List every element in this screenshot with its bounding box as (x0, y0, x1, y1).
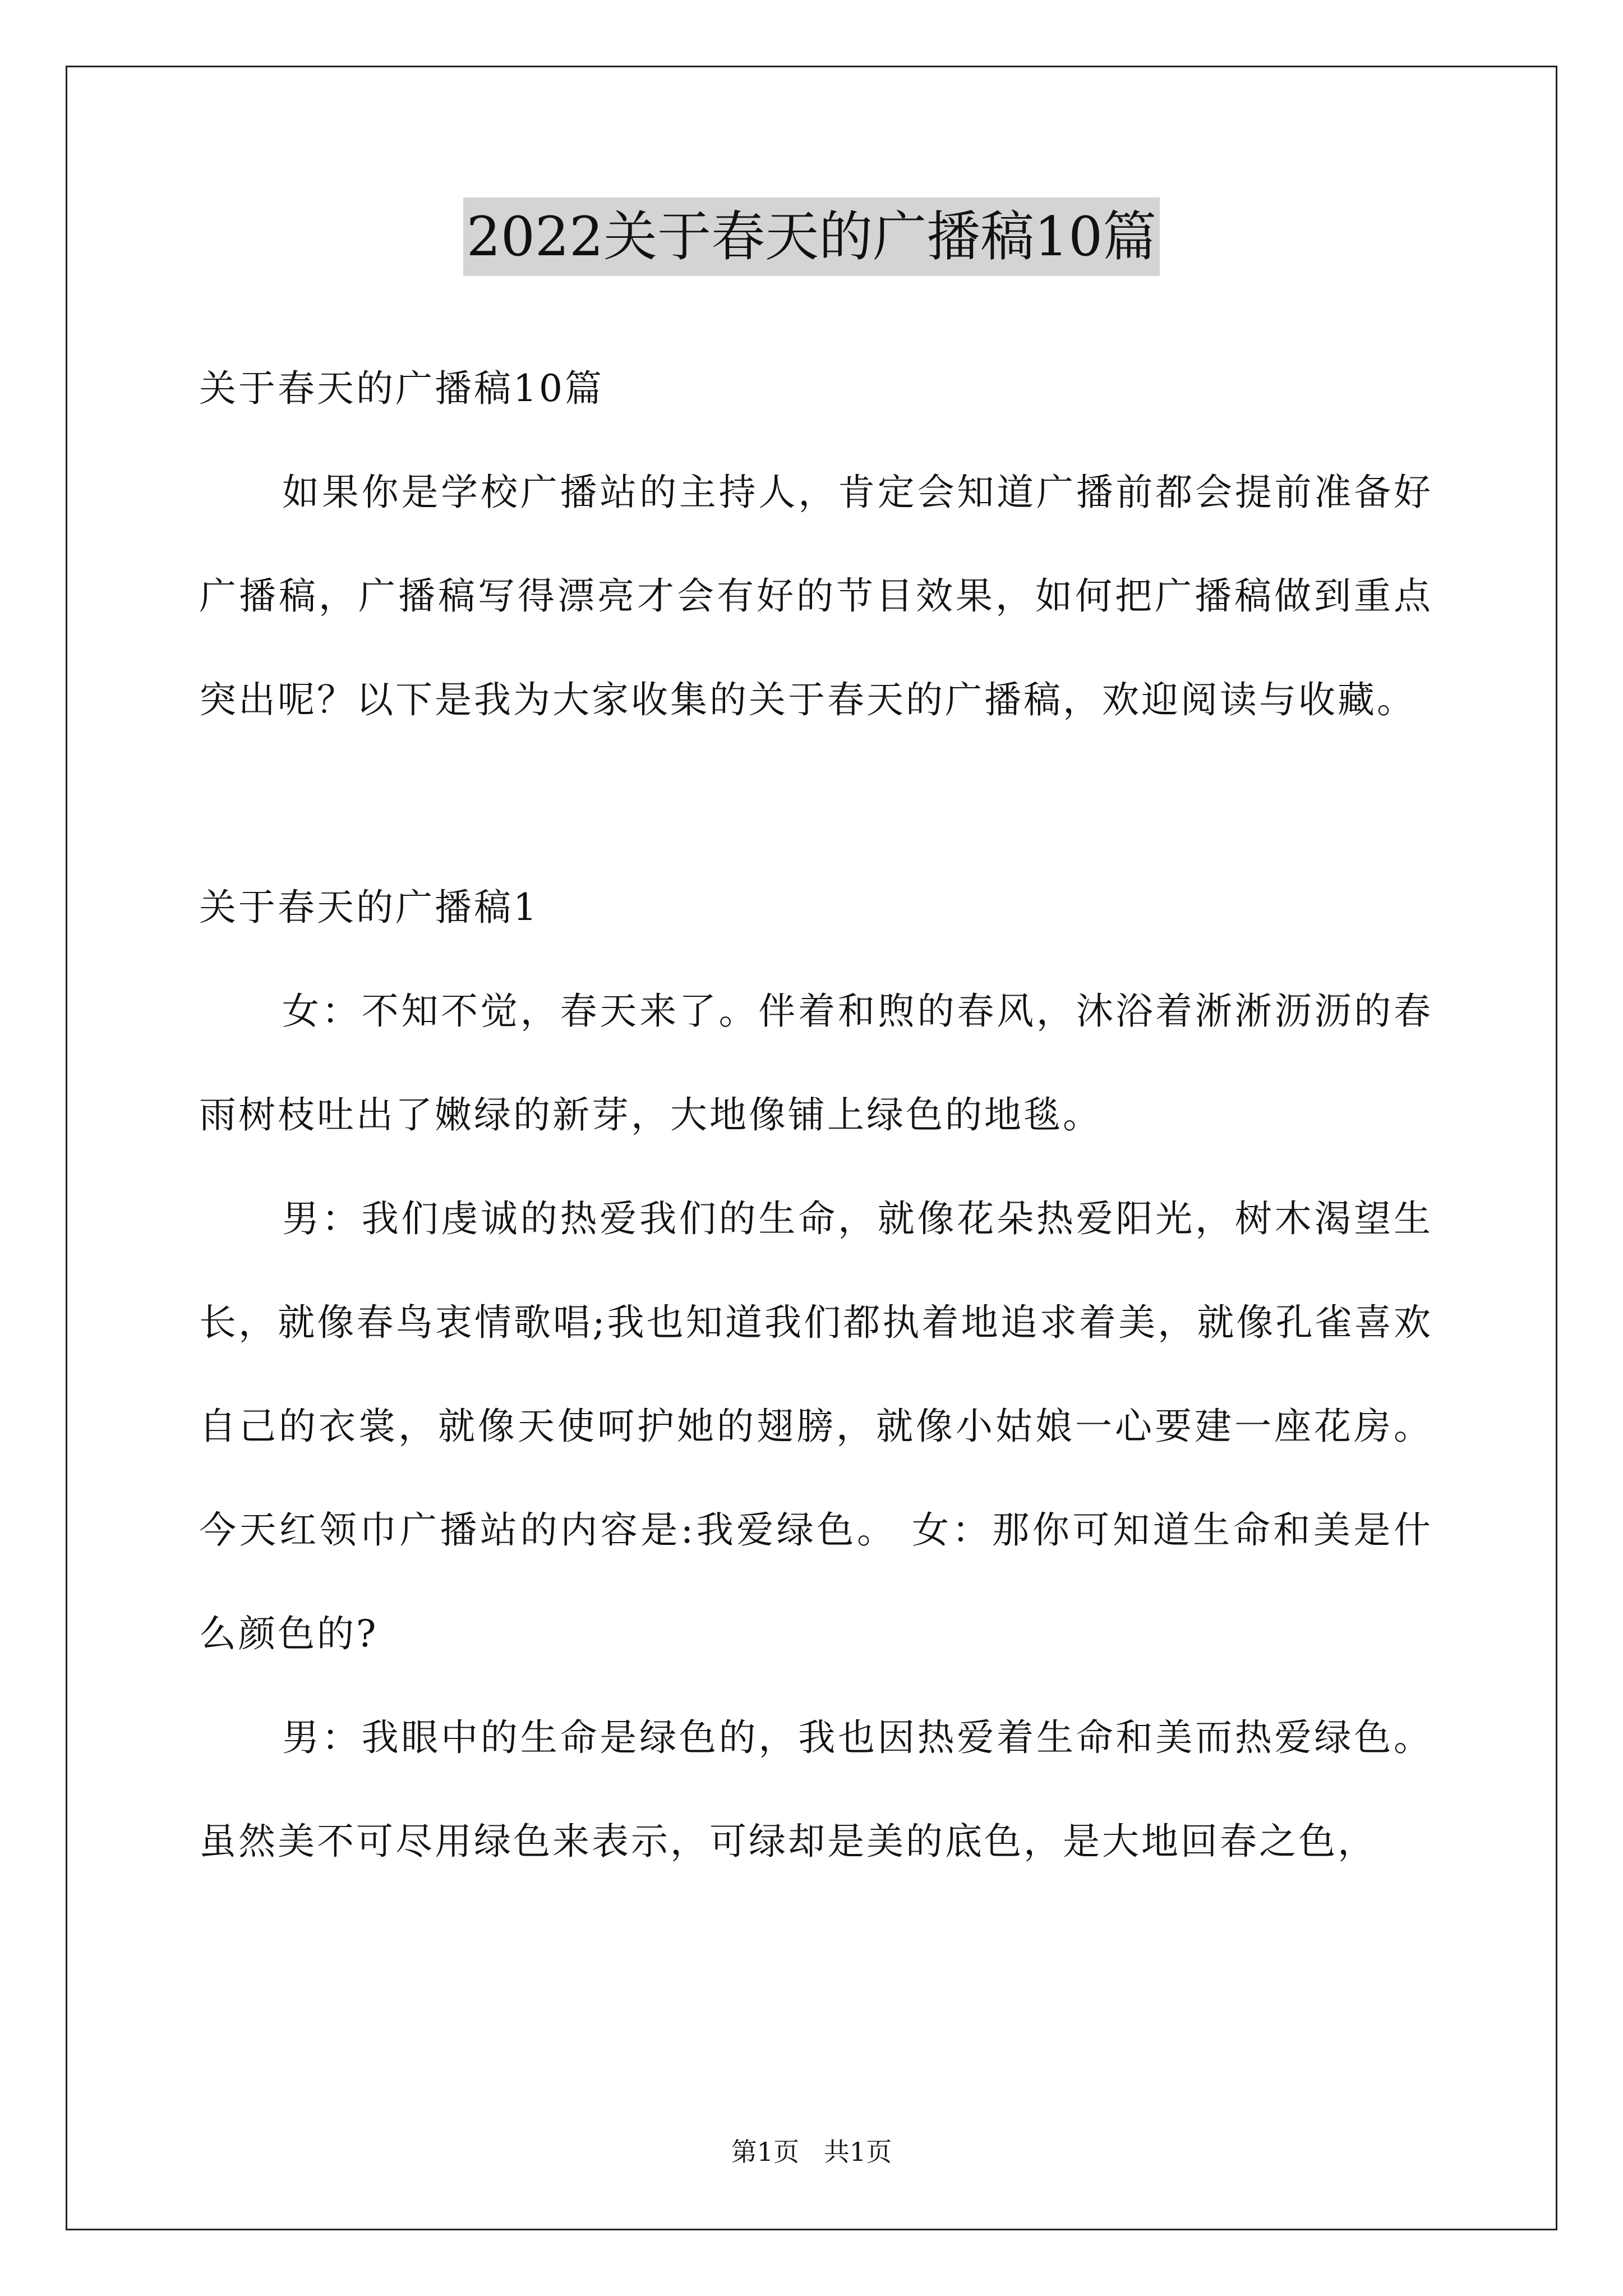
intro-paragraph: 如果你是学校广播站的主持人，肯定会知道广播前都会提前准备好广播稿，广播稿写得漂亮才会有好的节目效果，如何把广播稿做到重点突出呢？以下是我为大家收集的关于春天的广播稿，欢迎阅读与收藏。 (199, 471, 1433, 721)
body-paragraph: 女：不知不觉，春天来了。伴着和煦的春风，沐浴着淅淅沥沥的春雨树枝吐出了嫩绿的新芽，大地像铺上绿色的地毯。 (199, 990, 1433, 1137)
body-paragraph: 男：我眼中的生命是绿色的，我也因热爱着生命和美而热爱绿色。虽然美不可尽用绿色来表示，可绿却是美的底色，是大地回春之色， (199, 1716, 1433, 1863)
document-body (199, 337, 1433, 1893)
body-paragraph: 男：我们虔诚的热爱我们的生命，就像花朵热爱阳光，树木渴望生长，就像春鸟衷情歌唱;我也知道我们都执着地追求着美，就像孔雀喜欢自己的衣裳，就像天使呵护她的翅膀，就像小姑娘一心要建一座花房。今天红领巾广播站的内容是:我爱绿色。 女：那你可知道生命和美是什么颜色的? (199, 1197, 1433, 1655)
section-gap (199, 752, 1433, 855)
section-heading: 关于春天的广播稿1 (199, 886, 539, 929)
document-title: 2022关于春天的广播稿10篇 (463, 197, 1160, 276)
document-subtitle: 关于春天的广播稿10篇 (199, 367, 604, 410)
page-number: 第1页 共1页 (731, 2137, 892, 2167)
title-container (0, 197, 1623, 276)
page-footer (0, 2135, 1623, 2169)
